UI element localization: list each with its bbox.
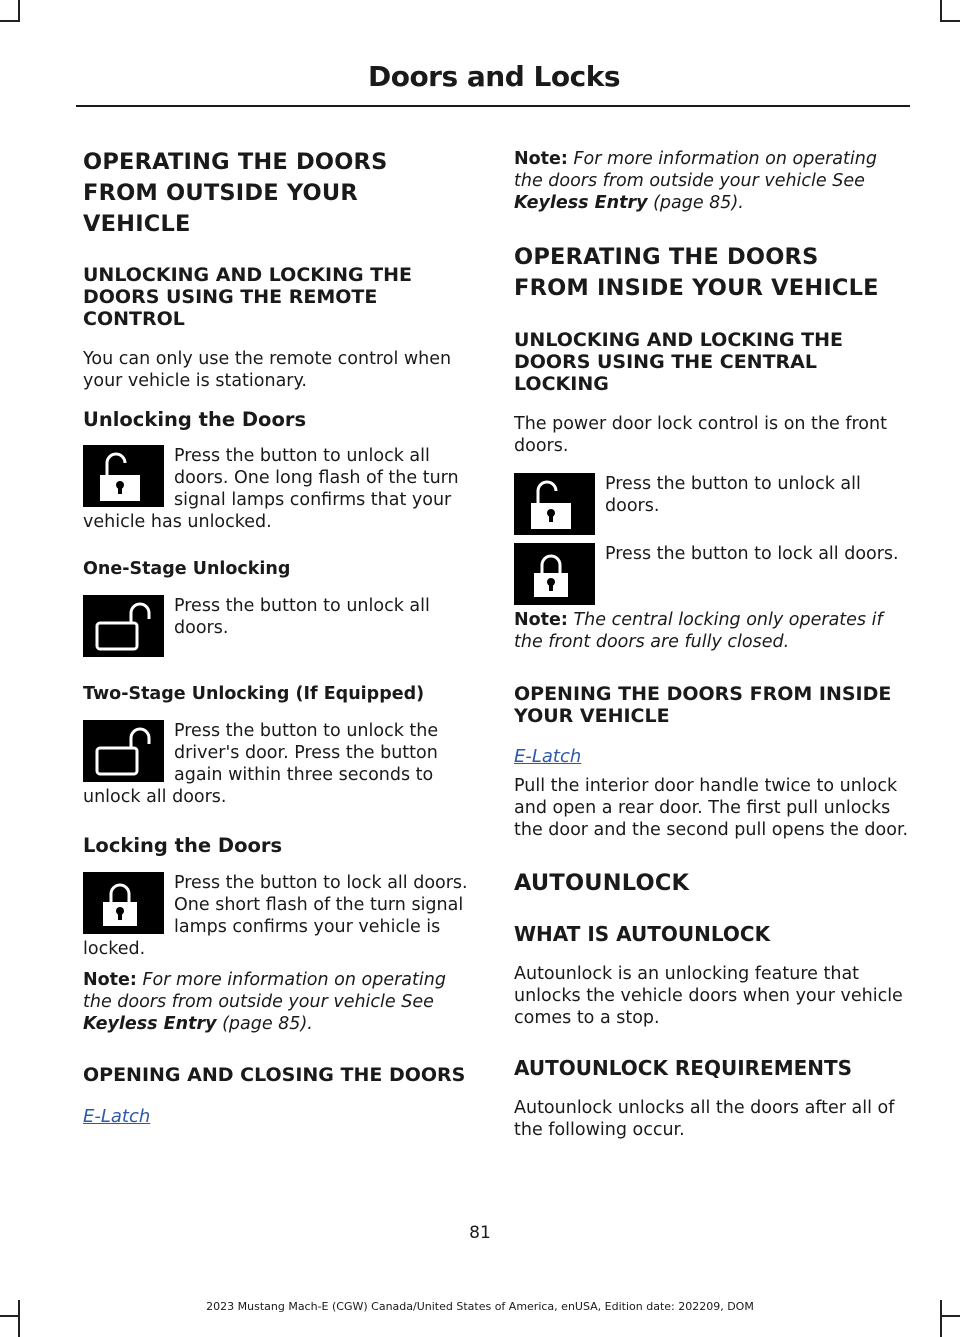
- section-heading: [514, 242, 909, 304]
- header-rule: [76, 105, 910, 107]
- open-padlock-icon: [83, 595, 164, 657]
- page-number: 81: [469, 1223, 491, 1243]
- crop-mark: [940, 1315, 960, 1317]
- opening-closing-heading: OPENING AND CLOSING THE DOORS: [83, 1064, 466, 1086]
- crop-mark: [18, 0, 20, 22]
- note-text: For more information on operating the doors from outside your vehicle See: [83, 970, 446, 1012]
- heading-line: OPERATING THE DOORS: [83, 149, 388, 175]
- crop-mark: [940, 0, 942, 22]
- crop-mark: [0, 1315, 20, 1317]
- opening-text: Pull the interior door handle twice to unlock and open a rear door. The first pull unlocks the door and the second pull opens the door.: [514, 776, 909, 840]
- e-latch-link[interactable]: E-Latch: [83, 1106, 151, 1127]
- two-stage-heading: Two-Stage Unlocking (If Equipped): [83, 684, 425, 704]
- central-note: [514, 609, 909, 653]
- requirements-text: Autounlock unlocks all the doors after all of the following occur.: [514, 1098, 895, 1140]
- note: [83, 969, 475, 1035]
- heading-line: FROM INSIDE YOUR VEHICLE: [514, 275, 879, 301]
- note-label: Note:: [514, 149, 568, 169]
- page-reference: (page 85).: [222, 1014, 313, 1034]
- note: [514, 148, 909, 214]
- two-stage-text: Press the button to unlock the driver's door. Press the button again within three seconds to unlock all doors.: [83, 721, 439, 807]
- locking-text: Press the button to lock all doors. One short flash of the turn signal lamps confirms your vehicle is locked.: [83, 873, 468, 959]
- page-reference: (page 85).: [653, 193, 744, 213]
- intro-paragraph: You can only use the remote control when your vehicle is stationary.: [83, 349, 452, 391]
- autounlock-heading: AUTOUNLOCK: [514, 870, 690, 896]
- subsection-heading: UNLOCKING AND LOCKING THE DOORS USING THE CENTRAL LOCKING: [514, 329, 844, 395]
- opening-doors-heading: OPENING THE DOORS FROM INSIDE YOUR VEHICLE: [514, 683, 892, 727]
- left-column: [83, 145, 475, 1127]
- e-latch-link[interactable]: E-Latch: [514, 746, 582, 767]
- section-heading: [83, 147, 475, 240]
- lock-icon: [514, 543, 595, 605]
- heading-line: VEHICLE: [83, 211, 191, 237]
- page-title: Doors and Locks: [367, 60, 620, 93]
- central-unlock-text: Press the button to unlock all doors.: [605, 474, 861, 516]
- lock-icon: [83, 872, 164, 934]
- keyless-entry-reference[interactable]: Keyless Entry: [514, 193, 648, 213]
- central-lock-text: Press the button to lock all doors.: [605, 544, 899, 564]
- note-text: The central locking only operates if the front doors are fully closed.: [514, 610, 883, 652]
- one-stage-text: Press the button to unlock all doors.: [174, 596, 430, 638]
- note-text: For more information on operating the doors from outside your vehicle See: [514, 149, 877, 191]
- what-text: Autounlock is an unlocking feature that unlocks the vehicle doors when your vehicle comes to a stop.: [514, 964, 903, 1028]
- what-is-autounlock-heading: WHAT IS AUTOUNLOCK: [514, 922, 771, 946]
- central-intro: The power door lock control is on the front doors.: [514, 414, 887, 456]
- one-stage-heading: One-Stage Unlocking: [83, 559, 291, 579]
- heading-line: OPERATING THE DOORS: [514, 244, 819, 270]
- crop-mark: [0, 20, 20, 22]
- unlocking-heading: Unlocking the Doors: [83, 408, 307, 431]
- subsection-heading: UNLOCKING AND LOCKING THE DOORS USING THE REMOTE CONTROL: [83, 264, 413, 330]
- keyless-entry-reference[interactable]: Keyless Entry: [83, 1014, 217, 1034]
- open-padlock-icon: [83, 720, 164, 782]
- right-column: [514, 145, 909, 1141]
- note-label: Note:: [514, 610, 568, 630]
- heading-line: FROM OUTSIDE YOUR: [83, 180, 358, 206]
- edition-info: 2023 Mustang Mach-E (CGW) Canada/United States of America, enUSA, Edition date: 202209, DOM: [206, 1300, 754, 1313]
- locking-heading: Locking the Doors: [83, 834, 283, 857]
- note-label: Note:: [83, 970, 137, 990]
- unlock-icon: [514, 473, 595, 535]
- unlock-icon: [83, 445, 164, 507]
- requirements-heading: AUTOUNLOCK REQUIREMENTS: [514, 1056, 853, 1080]
- unlocking-text: Press the button to unlock all doors. One long flash of the turn signal lamps confirms that your vehicle has unlocked.: [83, 446, 459, 532]
- crop-mark: [940, 20, 960, 22]
